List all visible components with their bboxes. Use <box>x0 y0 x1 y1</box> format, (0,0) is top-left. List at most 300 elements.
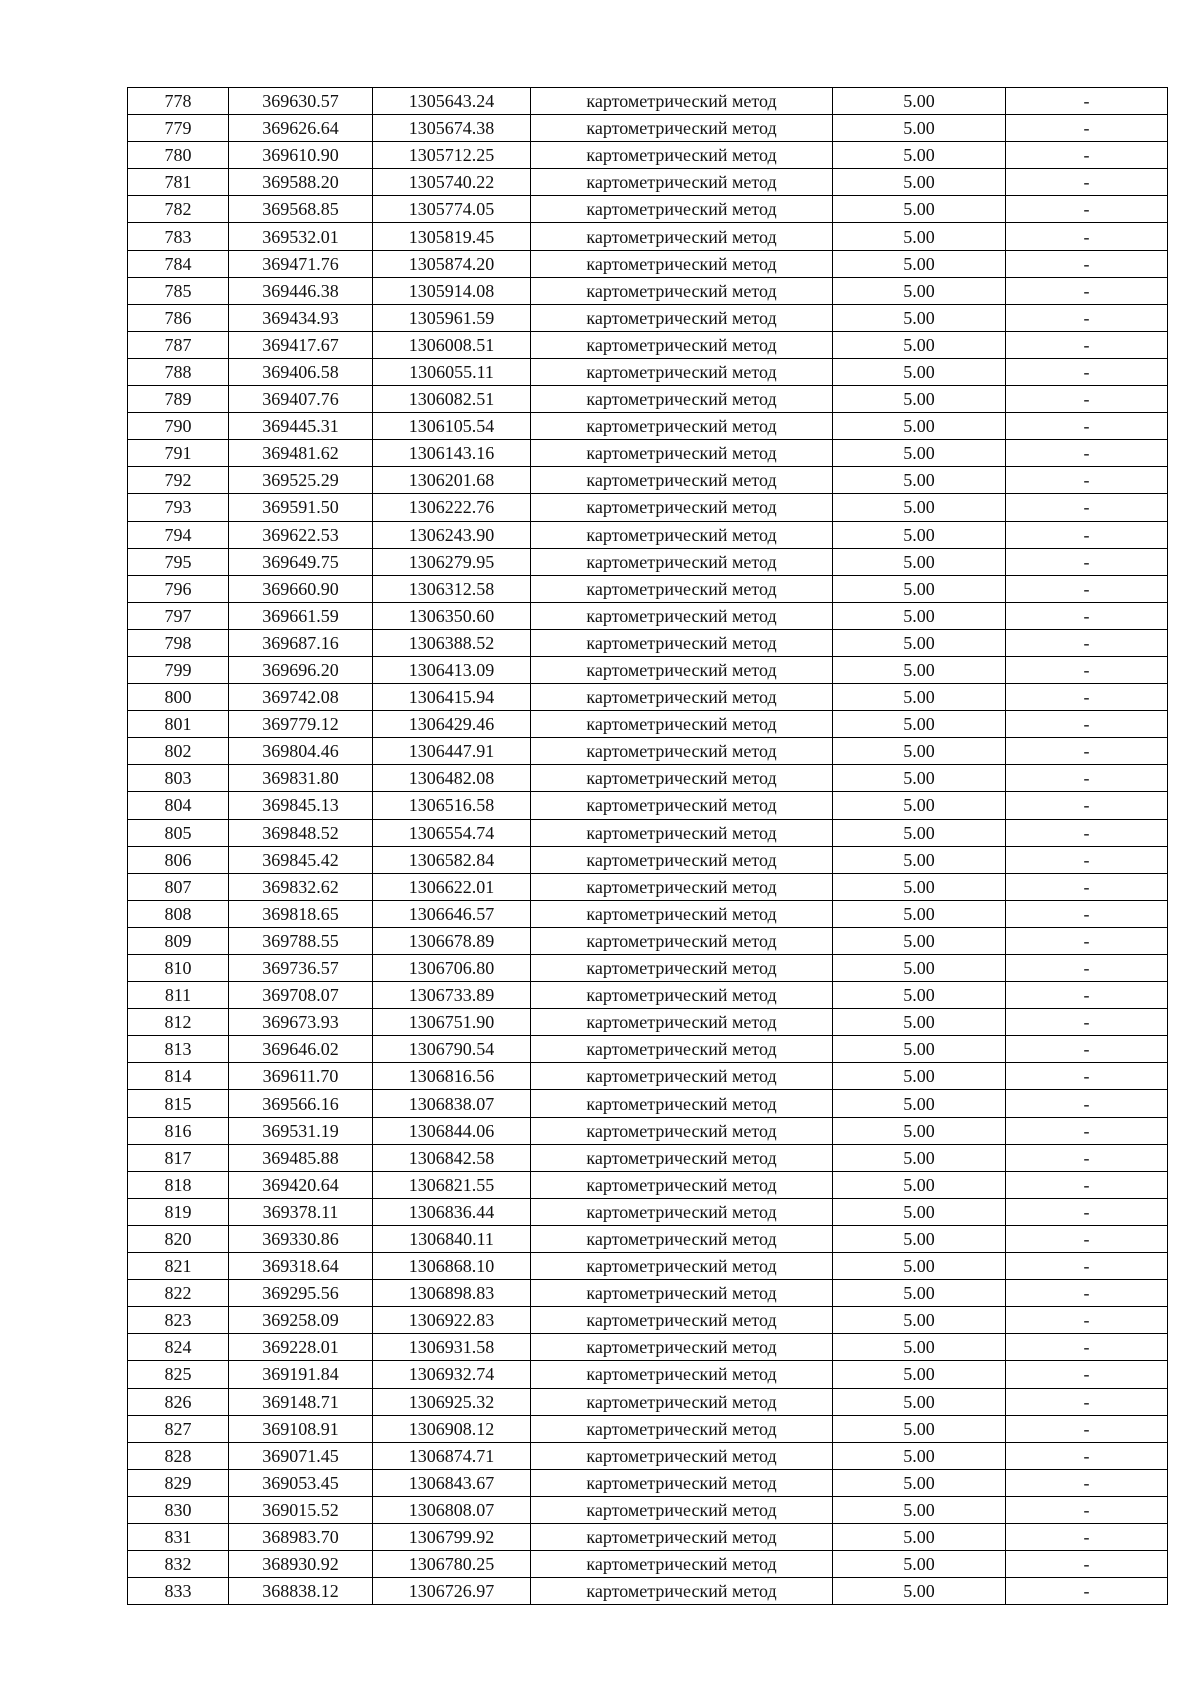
note-cell: - <box>1006 1388 1168 1415</box>
x-coordinate-cell: 369258.09 <box>229 1307 373 1334</box>
y-coordinate-cell: 1306838.07 <box>373 1090 531 1117</box>
x-coordinate-cell: 369318.64 <box>229 1253 373 1280</box>
table-row <box>128 1307 1168 1334</box>
x-coordinate-cell: 369015.52 <box>229 1496 373 1523</box>
note-cell: - <box>1006 575 1168 602</box>
x-coordinate-cell: 369566.16 <box>229 1090 373 1117</box>
point-number-cell: 787 <box>128 331 229 358</box>
note-cell: - <box>1006 1442 1168 1469</box>
y-coordinate-cell: 1305774.05 <box>373 196 531 223</box>
method-cell: картометрический метод <box>531 250 833 277</box>
point-number-cell: 798 <box>128 629 229 656</box>
accuracy-cell: 5.00 <box>833 1523 1006 1550</box>
y-coordinate-cell: 1306874.71 <box>373 1442 531 1469</box>
coordinates-table-container <box>127 87 1168 1605</box>
y-coordinate-cell: 1305674.38 <box>373 115 531 142</box>
table-row <box>128 1063 1168 1090</box>
table-row <box>128 792 1168 819</box>
y-coordinate-cell: 1306842.58 <box>373 1144 531 1171</box>
accuracy-cell: 5.00 <box>833 656 1006 683</box>
y-coordinate-cell: 1306840.11 <box>373 1225 531 1252</box>
table-row <box>128 88 1168 115</box>
x-coordinate-cell: 369378.11 <box>229 1198 373 1225</box>
x-coordinate-cell: 369818.65 <box>229 900 373 927</box>
x-coordinate-cell: 369071.45 <box>229 1442 373 1469</box>
y-coordinate-cell: 1306808.07 <box>373 1496 531 1523</box>
table-row <box>128 1009 1168 1036</box>
method-cell: картометрический метод <box>531 602 833 629</box>
point-number-cell: 820 <box>128 1225 229 1252</box>
accuracy-cell: 5.00 <box>833 1334 1006 1361</box>
table-row <box>128 250 1168 277</box>
y-coordinate-cell: 1306931.58 <box>373 1334 531 1361</box>
accuracy-cell: 5.00 <box>833 684 1006 711</box>
method-cell: картометрический метод <box>531 467 833 494</box>
x-coordinate-cell: 369407.76 <box>229 386 373 413</box>
note-cell: - <box>1006 304 1168 331</box>
accuracy-cell: 5.00 <box>833 1388 1006 1415</box>
x-coordinate-cell: 369649.75 <box>229 548 373 575</box>
accuracy-cell: 5.00 <box>833 1361 1006 1388</box>
table-row <box>128 846 1168 873</box>
accuracy-cell: 5.00 <box>833 440 1006 467</box>
table-row <box>128 873 1168 900</box>
table-row <box>128 1523 1168 1550</box>
y-coordinate-cell: 1306582.84 <box>373 846 531 873</box>
note-cell: - <box>1006 1198 1168 1225</box>
y-coordinate-cell: 1306836.44 <box>373 1198 531 1225</box>
note-cell: - <box>1006 792 1168 819</box>
point-number-cell: 832 <box>128 1551 229 1578</box>
y-coordinate-cell: 1306678.89 <box>373 927 531 954</box>
x-coordinate-cell: 369108.91 <box>229 1415 373 1442</box>
x-coordinate-cell: 369406.58 <box>229 358 373 385</box>
y-coordinate-cell: 1306922.83 <box>373 1307 531 1334</box>
note-cell: - <box>1006 250 1168 277</box>
x-coordinate-cell: 369848.52 <box>229 819 373 846</box>
method-cell: картометрический метод <box>531 304 833 331</box>
point-number-cell: 814 <box>128 1063 229 1090</box>
table-row <box>128 900 1168 927</box>
y-coordinate-cell: 1306279.95 <box>373 548 531 575</box>
accuracy-cell: 5.00 <box>833 1496 1006 1523</box>
accuracy-cell: 5.00 <box>833 1280 1006 1307</box>
note-cell: - <box>1006 711 1168 738</box>
x-coordinate-cell: 369330.86 <box>229 1225 373 1252</box>
method-cell: картометрический метод <box>531 521 833 548</box>
note-cell: - <box>1006 1171 1168 1198</box>
table-row <box>128 1551 1168 1578</box>
method-cell: картометрический метод <box>531 1578 833 1605</box>
x-coordinate-cell: 369481.62 <box>229 440 373 467</box>
note-cell: - <box>1006 602 1168 629</box>
y-coordinate-cell: 1306222.76 <box>373 494 531 521</box>
table-row <box>128 467 1168 494</box>
y-coordinate-cell: 1305961.59 <box>373 304 531 331</box>
table-row <box>128 982 1168 1009</box>
method-cell: картометрический метод <box>531 115 833 142</box>
x-coordinate-cell: 369148.71 <box>229 1388 373 1415</box>
method-cell: картометрический метод <box>531 223 833 250</box>
point-number-cell: 786 <box>128 304 229 331</box>
table-row <box>128 575 1168 602</box>
method-cell: картометрический метод <box>531 1009 833 1036</box>
table-row <box>128 196 1168 223</box>
x-coordinate-cell: 369446.38 <box>229 277 373 304</box>
accuracy-cell: 5.00 <box>833 927 1006 954</box>
x-coordinate-cell: 369660.90 <box>229 575 373 602</box>
table-row <box>128 494 1168 521</box>
method-cell: картометрический метод <box>531 684 833 711</box>
table-row <box>128 358 1168 385</box>
accuracy-cell: 5.00 <box>833 1090 1006 1117</box>
point-number-cell: 807 <box>128 873 229 900</box>
note-cell: - <box>1006 1496 1168 1523</box>
note-cell: - <box>1006 982 1168 1009</box>
table-row <box>128 1090 1168 1117</box>
accuracy-cell: 5.00 <box>833 358 1006 385</box>
table-row <box>128 927 1168 954</box>
accuracy-cell: 5.00 <box>833 738 1006 765</box>
x-coordinate-cell: 369420.64 <box>229 1171 373 1198</box>
table-row <box>128 1334 1168 1361</box>
method-cell: картометрический метод <box>531 440 833 467</box>
y-coordinate-cell: 1305819.45 <box>373 223 531 250</box>
x-coordinate-cell: 369630.57 <box>229 88 373 115</box>
point-number-cell: 791 <box>128 440 229 467</box>
accuracy-cell: 5.00 <box>833 196 1006 223</box>
accuracy-cell: 5.00 <box>833 873 1006 900</box>
accuracy-cell: 5.00 <box>833 142 1006 169</box>
x-coordinate-cell: 369779.12 <box>229 711 373 738</box>
point-number-cell: 782 <box>128 196 229 223</box>
method-cell: картометрический метод <box>531 1551 833 1578</box>
point-number-cell: 792 <box>128 467 229 494</box>
point-number-cell: 819 <box>128 1198 229 1225</box>
point-number-cell: 822 <box>128 1280 229 1307</box>
method-cell: картометрический метод <box>531 1307 833 1334</box>
accuracy-cell: 5.00 <box>833 792 1006 819</box>
method-cell: картометрический метод <box>531 413 833 440</box>
table-row <box>128 1388 1168 1415</box>
accuracy-cell: 5.00 <box>833 1469 1006 1496</box>
accuracy-cell: 5.00 <box>833 629 1006 656</box>
table-row <box>128 115 1168 142</box>
x-coordinate-cell: 369788.55 <box>229 927 373 954</box>
point-number-cell: 794 <box>128 521 229 548</box>
x-coordinate-cell: 369696.20 <box>229 656 373 683</box>
point-number-cell: 808 <box>128 900 229 927</box>
method-cell: картометрический метод <box>531 927 833 954</box>
method-cell: картометрический метод <box>531 765 833 792</box>
y-coordinate-cell: 1306821.55 <box>373 1171 531 1198</box>
note-cell: - <box>1006 846 1168 873</box>
table-row <box>128 413 1168 440</box>
y-coordinate-cell: 1306143.16 <box>373 440 531 467</box>
table-row <box>128 1036 1168 1063</box>
table-row <box>128 1144 1168 1171</box>
point-number-cell: 817 <box>128 1144 229 1171</box>
table-row <box>128 1442 1168 1469</box>
point-number-cell: 778 <box>128 88 229 115</box>
table-row <box>128 1578 1168 1605</box>
point-number-cell: 821 <box>128 1253 229 1280</box>
note-cell: - <box>1006 1225 1168 1252</box>
y-coordinate-cell: 1306554.74 <box>373 819 531 846</box>
x-coordinate-cell: 369611.70 <box>229 1063 373 1090</box>
method-cell: картометрический метод <box>531 1036 833 1063</box>
table-row <box>128 955 1168 982</box>
note-cell: - <box>1006 115 1168 142</box>
accuracy-cell: 5.00 <box>833 331 1006 358</box>
note-cell: - <box>1006 1361 1168 1388</box>
y-coordinate-cell: 1306932.74 <box>373 1361 531 1388</box>
y-coordinate-cell: 1306898.83 <box>373 1280 531 1307</box>
point-number-cell: 830 <box>128 1496 229 1523</box>
x-coordinate-cell: 369588.20 <box>229 169 373 196</box>
y-coordinate-cell: 1306799.92 <box>373 1523 531 1550</box>
note-cell: - <box>1006 277 1168 304</box>
note-cell: - <box>1006 142 1168 169</box>
table-row <box>128 656 1168 683</box>
method-cell: картометрический метод <box>531 196 833 223</box>
note-cell: - <box>1006 1117 1168 1144</box>
accuracy-cell: 5.00 <box>833 88 1006 115</box>
point-number-cell: 781 <box>128 169 229 196</box>
note-cell: - <box>1006 358 1168 385</box>
point-number-cell: 833 <box>128 1578 229 1605</box>
y-coordinate-cell: 1306429.46 <box>373 711 531 738</box>
method-cell: картометрический метод <box>531 873 833 900</box>
x-coordinate-cell: 368838.12 <box>229 1578 373 1605</box>
accuracy-cell: 5.00 <box>833 1578 1006 1605</box>
table-row <box>128 1225 1168 1252</box>
method-cell: картометрический метод <box>531 1198 833 1225</box>
note-cell: - <box>1006 169 1168 196</box>
note-cell: - <box>1006 223 1168 250</box>
accuracy-cell: 5.00 <box>833 1009 1006 1036</box>
accuracy-cell: 5.00 <box>833 1225 1006 1252</box>
table-row <box>128 684 1168 711</box>
y-coordinate-cell: 1306415.94 <box>373 684 531 711</box>
y-coordinate-cell: 1305740.22 <box>373 169 531 196</box>
method-cell: картометрический метод <box>531 955 833 982</box>
point-number-cell: 800 <box>128 684 229 711</box>
point-number-cell: 831 <box>128 1523 229 1550</box>
note-cell: - <box>1006 629 1168 656</box>
point-number-cell: 829 <box>128 1469 229 1496</box>
x-coordinate-cell: 369742.08 <box>229 684 373 711</box>
y-coordinate-cell: 1306482.08 <box>373 765 531 792</box>
accuracy-cell: 5.00 <box>833 900 1006 927</box>
x-coordinate-cell: 369673.93 <box>229 1009 373 1036</box>
point-number-cell: 779 <box>128 115 229 142</box>
y-coordinate-cell: 1306413.09 <box>373 656 531 683</box>
point-number-cell: 823 <box>128 1307 229 1334</box>
point-number-cell: 788 <box>128 358 229 385</box>
note-cell: - <box>1006 1578 1168 1605</box>
y-coordinate-cell: 1306646.57 <box>373 900 531 927</box>
note-cell: - <box>1006 1253 1168 1280</box>
accuracy-cell: 5.00 <box>833 1171 1006 1198</box>
method-cell: картометрический метод <box>531 1090 833 1117</box>
x-coordinate-cell: 369626.64 <box>229 115 373 142</box>
y-coordinate-cell: 1306790.54 <box>373 1036 531 1063</box>
method-cell: картометрический метод <box>531 277 833 304</box>
coordinates-table <box>127 87 1168 1605</box>
x-coordinate-cell: 369591.50 <box>229 494 373 521</box>
note-cell: - <box>1006 819 1168 846</box>
note-cell: - <box>1006 1009 1168 1036</box>
x-coordinate-cell: 369708.07 <box>229 982 373 1009</box>
method-cell: картометрический метод <box>531 656 833 683</box>
x-coordinate-cell: 369434.93 <box>229 304 373 331</box>
table-row <box>128 1469 1168 1496</box>
y-coordinate-cell: 1306105.54 <box>373 413 531 440</box>
accuracy-cell: 5.00 <box>833 711 1006 738</box>
method-cell: картометрический метод <box>531 629 833 656</box>
note-cell: - <box>1006 738 1168 765</box>
point-number-cell: 797 <box>128 602 229 629</box>
point-number-cell: 825 <box>128 1361 229 1388</box>
method-cell: картометрический метод <box>531 1280 833 1307</box>
point-number-cell: 815 <box>128 1090 229 1117</box>
table-row <box>128 304 1168 331</box>
x-coordinate-cell: 369804.46 <box>229 738 373 765</box>
x-coordinate-cell: 369525.29 <box>229 467 373 494</box>
method-cell: картометрический метод <box>531 548 833 575</box>
table-row <box>128 711 1168 738</box>
accuracy-cell: 5.00 <box>833 1307 1006 1334</box>
accuracy-cell: 5.00 <box>833 223 1006 250</box>
x-coordinate-cell: 369736.57 <box>229 955 373 982</box>
accuracy-cell: 5.00 <box>833 413 1006 440</box>
x-coordinate-cell: 369622.53 <box>229 521 373 548</box>
x-coordinate-cell: 369417.67 <box>229 331 373 358</box>
table-row <box>128 548 1168 575</box>
y-coordinate-cell: 1306726.97 <box>373 1578 531 1605</box>
accuracy-cell: 5.00 <box>833 115 1006 142</box>
note-cell: - <box>1006 765 1168 792</box>
y-coordinate-cell: 1306844.06 <box>373 1117 531 1144</box>
method-cell: картометрический метод <box>531 358 833 385</box>
point-number-cell: 809 <box>128 927 229 954</box>
y-coordinate-cell: 1305643.24 <box>373 88 531 115</box>
y-coordinate-cell: 1306868.10 <box>373 1253 531 1280</box>
table-row <box>128 142 1168 169</box>
note-cell: - <box>1006 1063 1168 1090</box>
point-number-cell: 790 <box>128 413 229 440</box>
x-coordinate-cell: 369845.42 <box>229 846 373 873</box>
accuracy-cell: 5.00 <box>833 1117 1006 1144</box>
note-cell: - <box>1006 1523 1168 1550</box>
y-coordinate-cell: 1306008.51 <box>373 331 531 358</box>
note-cell: - <box>1006 1334 1168 1361</box>
y-coordinate-cell: 1305914.08 <box>373 277 531 304</box>
table-row <box>128 1253 1168 1280</box>
note-cell: - <box>1006 684 1168 711</box>
note-cell: - <box>1006 521 1168 548</box>
table-row <box>128 1415 1168 1442</box>
method-cell: картометрический метод <box>531 1523 833 1550</box>
x-coordinate-cell: 369646.02 <box>229 1036 373 1063</box>
y-coordinate-cell: 1305712.25 <box>373 142 531 169</box>
method-cell: картометрический метод <box>531 88 833 115</box>
point-number-cell: 780 <box>128 142 229 169</box>
table-row <box>128 331 1168 358</box>
method-cell: картометрический метод <box>531 738 833 765</box>
note-cell: - <box>1006 1036 1168 1063</box>
y-coordinate-cell: 1306780.25 <box>373 1551 531 1578</box>
note-cell: - <box>1006 467 1168 494</box>
table-row <box>128 1171 1168 1198</box>
table-row <box>128 1496 1168 1523</box>
accuracy-cell: 5.00 <box>833 494 1006 521</box>
x-coordinate-cell: 369228.01 <box>229 1334 373 1361</box>
point-number-cell: 818 <box>128 1171 229 1198</box>
accuracy-cell: 5.00 <box>833 304 1006 331</box>
accuracy-cell: 5.00 <box>833 1144 1006 1171</box>
y-coordinate-cell: 1306622.01 <box>373 873 531 900</box>
point-number-cell: 784 <box>128 250 229 277</box>
method-cell: картометрический метод <box>531 1334 833 1361</box>
x-coordinate-cell: 369687.16 <box>229 629 373 656</box>
accuracy-cell: 5.00 <box>833 819 1006 846</box>
note-cell: - <box>1006 1090 1168 1117</box>
y-coordinate-cell: 1306350.60 <box>373 602 531 629</box>
x-coordinate-cell: 368930.92 <box>229 1551 373 1578</box>
table-row <box>128 386 1168 413</box>
accuracy-cell: 5.00 <box>833 548 1006 575</box>
x-coordinate-cell: 369295.56 <box>229 1280 373 1307</box>
method-cell: картометрический метод <box>531 331 833 358</box>
x-coordinate-cell: 369445.31 <box>229 413 373 440</box>
y-coordinate-cell: 1306843.67 <box>373 1469 531 1496</box>
method-cell: картометрический метод <box>531 1496 833 1523</box>
point-number-cell: 796 <box>128 575 229 602</box>
accuracy-cell: 5.00 <box>833 1063 1006 1090</box>
accuracy-cell: 5.00 <box>833 277 1006 304</box>
method-cell: картометрический метод <box>531 1469 833 1496</box>
y-coordinate-cell: 1306055.11 <box>373 358 531 385</box>
point-number-cell: 802 <box>128 738 229 765</box>
x-coordinate-cell: 369845.13 <box>229 792 373 819</box>
point-number-cell: 816 <box>128 1117 229 1144</box>
accuracy-cell: 5.00 <box>833 765 1006 792</box>
y-coordinate-cell: 1306751.90 <box>373 1009 531 1036</box>
method-cell: картометрический метод <box>531 1171 833 1198</box>
note-cell: - <box>1006 1280 1168 1307</box>
accuracy-cell: 5.00 <box>833 521 1006 548</box>
table-row <box>128 521 1168 548</box>
note-cell: - <box>1006 900 1168 927</box>
table-row <box>128 277 1168 304</box>
note-cell: - <box>1006 955 1168 982</box>
note-cell: - <box>1006 1469 1168 1496</box>
method-cell: картометрический метод <box>531 1144 833 1171</box>
note-cell: - <box>1006 196 1168 223</box>
note-cell: - <box>1006 873 1168 900</box>
method-cell: картометрический метод <box>531 1442 833 1469</box>
y-coordinate-cell: 1306706.80 <box>373 955 531 982</box>
method-cell: картометрический метод <box>531 386 833 413</box>
method-cell: картометрический метод <box>531 819 833 846</box>
table-row <box>128 819 1168 846</box>
table-row <box>128 223 1168 250</box>
point-number-cell: 812 <box>128 1009 229 1036</box>
point-number-cell: 824 <box>128 1334 229 1361</box>
table-row <box>128 1280 1168 1307</box>
